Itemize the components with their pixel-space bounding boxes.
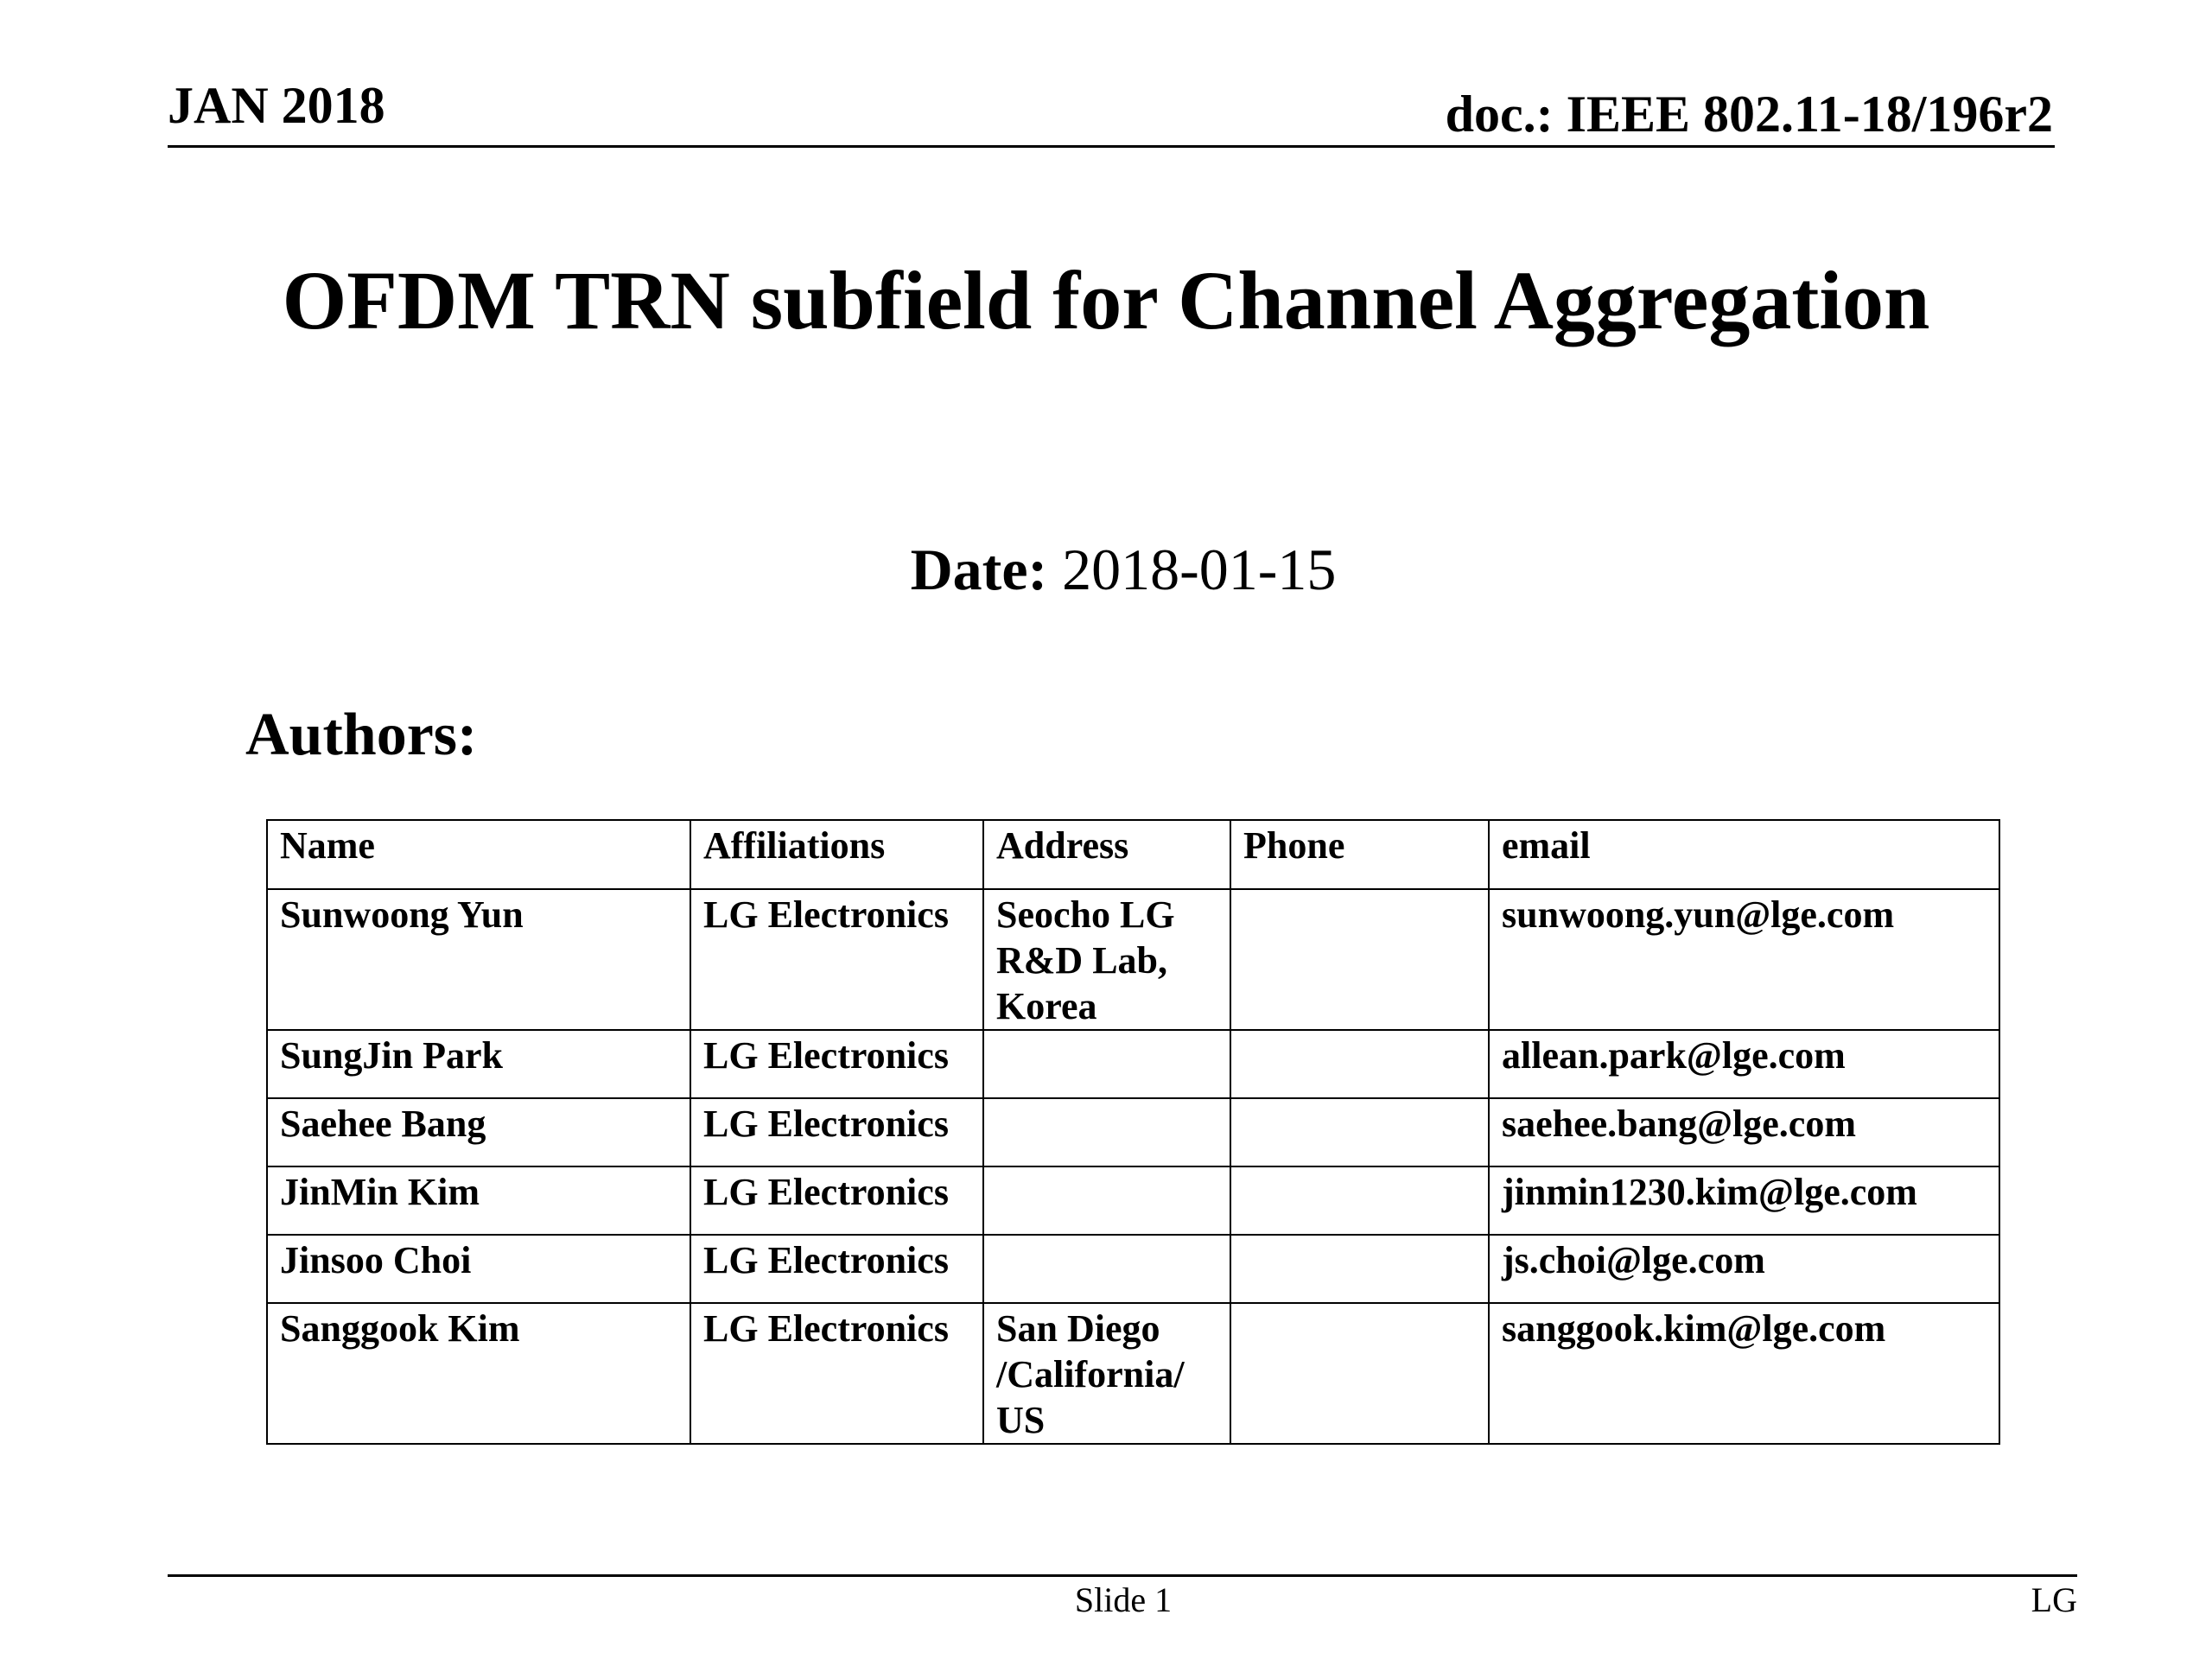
table-row xyxy=(267,1030,1999,1098)
authors-table xyxy=(266,819,2000,1445)
cell-name: Saehee Bang xyxy=(267,1098,690,1166)
cell-email: jinmin1230.kim@lge.com xyxy=(1489,1166,1999,1235)
cell-phone xyxy=(1230,1166,1489,1235)
date-label: Date: xyxy=(910,537,1048,602)
cell-affiliation: LG Electronics xyxy=(690,889,983,1030)
cell-affiliation: LG Electronics xyxy=(690,1303,983,1444)
table-row xyxy=(267,889,1999,1030)
cell-phone xyxy=(1230,1030,1489,1098)
cell-name: JinMin Kim xyxy=(267,1166,690,1235)
header-cell-affiliations: Affiliations xyxy=(690,820,983,889)
table-row xyxy=(267,1303,1999,1444)
authors-heading: Authors: xyxy=(245,702,478,768)
cell-email: allean.park@lge.com xyxy=(1489,1030,1999,1098)
footer-divider xyxy=(168,1574,2077,1577)
cell-affiliation: LG Electronics xyxy=(690,1166,983,1235)
header-cell-name: Name xyxy=(267,820,690,889)
header-date: JAN 2018 xyxy=(168,77,385,134)
cell-email: sunwoong.yun@lge.com xyxy=(1489,889,1999,1030)
cell-phone xyxy=(1230,1235,1489,1303)
cell-address xyxy=(983,1098,1230,1166)
header-cell-address: Address xyxy=(983,820,1230,889)
cell-address: San Diego /California/ US xyxy=(983,1303,1230,1444)
cell-phone xyxy=(1230,1098,1489,1166)
cell-email: js.choi@lge.com xyxy=(1489,1235,1999,1303)
table-row xyxy=(267,1098,1999,1166)
date-line xyxy=(0,537,2212,602)
cell-name: Sunwoong Yun xyxy=(267,889,690,1030)
slide-title: OFDM TRN subfield for Channel Aggregation xyxy=(282,254,1930,346)
cell-address: Seocho LG R&D Lab, Korea xyxy=(983,889,1230,1030)
cell-phone xyxy=(1230,889,1489,1030)
header-cell-email: email xyxy=(1489,820,1999,889)
header-cell-phone: Phone xyxy=(1230,820,1489,889)
date-value: 2018-01-15 xyxy=(1062,537,1337,602)
cell-phone xyxy=(1230,1303,1489,1444)
footer-company: LG xyxy=(2031,1580,2077,1619)
cell-affiliation: LG Electronics xyxy=(690,1030,983,1098)
cell-name: SungJin Park xyxy=(267,1030,690,1098)
table-header-row xyxy=(267,820,1999,889)
cell-address xyxy=(983,1166,1230,1235)
table-row xyxy=(267,1235,1999,1303)
cell-name: Sanggook Kim xyxy=(267,1303,690,1444)
cell-email: sanggook.kim@lge.com xyxy=(1489,1303,1999,1444)
cell-email: saehee.bang@lge.com xyxy=(1489,1098,1999,1166)
slide-number: Slide 1 xyxy=(1074,1580,1173,1619)
header-doc-id: doc.: IEEE 802.11-18/196r2 xyxy=(1445,86,2053,143)
cell-affiliation: LG Electronics xyxy=(690,1235,983,1303)
cell-affiliation: LG Electronics xyxy=(690,1098,983,1166)
header-divider xyxy=(168,145,2055,148)
cell-address xyxy=(983,1030,1230,1098)
table-row xyxy=(267,1166,1999,1235)
cell-address xyxy=(983,1235,1230,1303)
cell-name: Jinsoo Choi xyxy=(267,1235,690,1303)
